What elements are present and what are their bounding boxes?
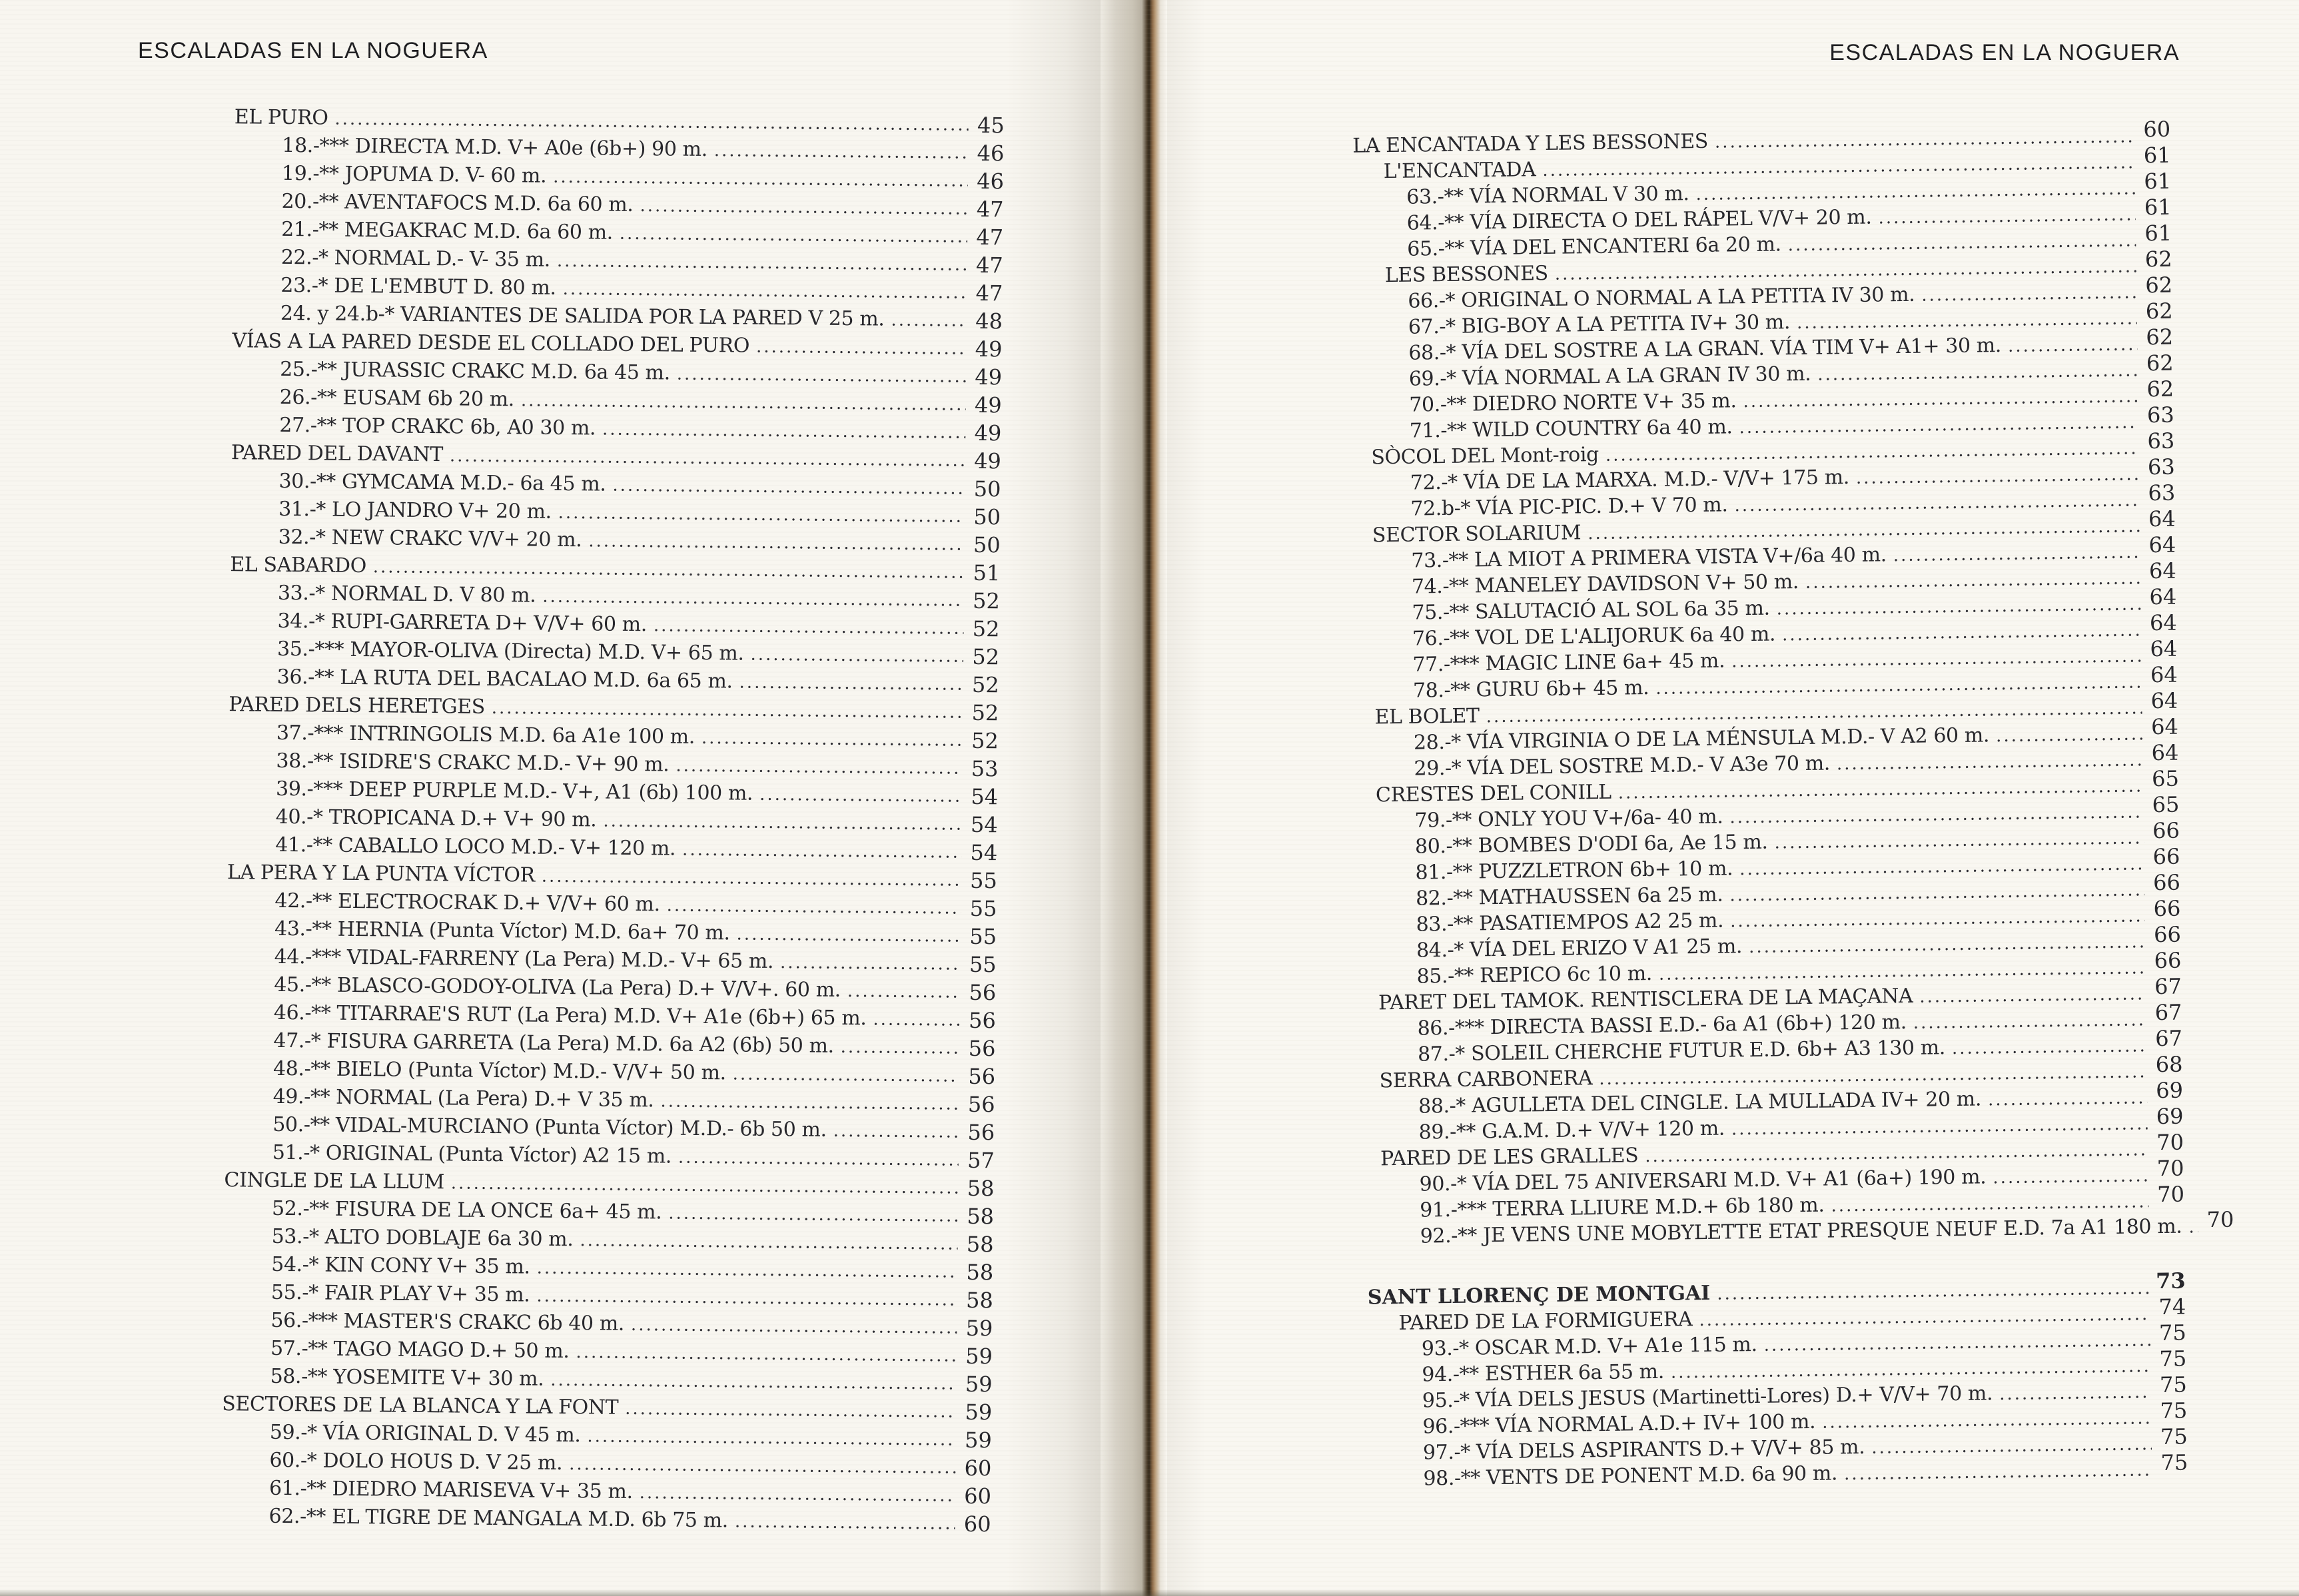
dot-leader: [536, 1286, 957, 1310]
toc-entry-label: 69.-* VÍA NORMAL A LA GRAN IV 30 m.: [1408, 362, 1811, 391]
dot-leader: [1817, 360, 2138, 384]
toc-entry-label: 70.-** DIEDRO NORTE V+ 35 m.: [1409, 389, 1737, 417]
dot-leader: [676, 756, 962, 779]
dot-leader: [873, 1009, 960, 1030]
toc-entry-label: 37.-*** INTRINGOLIS M.D. 6a A1e 100 m.: [276, 721, 695, 749]
toc-entry-label: 23.-* DE L'EMBUT D. 80 m.: [280, 273, 556, 300]
toc-page-number: 64: [2148, 558, 2176, 584]
toc-entry-label: 21.-** MEGAKRAC M.D. 6a 60 m.: [281, 217, 614, 244]
toc-page-number: 56: [968, 1007, 997, 1034]
toc-page-number: 48: [975, 308, 1003, 334]
toc-entry-label: LA ENCANTADA Y LES BESSONES: [1352, 129, 1709, 158]
toc-page-number: 52: [972, 588, 1001, 614]
toc-entry-label: 46.-** TITARRAE'S RUT (La Pera) M.D. V+ A1e (6b+) 65 m.: [273, 1000, 867, 1030]
dot-leader: [750, 645, 963, 667]
toc-entry-label: EL PURO: [234, 105, 328, 130]
dot-leader: [1988, 1088, 2147, 1110]
toc-page-number: 46: [977, 140, 1005, 167]
toc-page-number: 61: [2144, 220, 2172, 246]
toc-page-number: 70: [2156, 1129, 2184, 1156]
right-running-header: ESCALADAS EN LA NOGUERA: [1829, 40, 2180, 65]
dot-leader: [682, 840, 961, 863]
toc-page-number: 60: [963, 1511, 991, 1537]
toc-entry-label: 25.-** JURASSIC CRAKC M.D. 6a 45 m.: [280, 357, 670, 385]
toc-entry-label: PARED DEL DAVANT: [230, 441, 444, 467]
toc-entry-label: 48.-** BIELO (Punta Víctor) M.D.- V/V+ 50 m.: [272, 1056, 726, 1085]
toc-entry-label: 28.-* VÍA VIRGINIA O DE LA MÉNSULA M.D.- V A2 60 m.: [1413, 723, 1990, 755]
toc-entry-label: 96.-*** VÍA NORMAL A.D.+ IV+ 100 m.: [1422, 1409, 1816, 1439]
toc-page-number: 64: [2148, 506, 2176, 532]
toc-page-number: 45: [977, 112, 1005, 139]
toc-page-number: 56: [967, 1119, 995, 1146]
toc-page-number: 55: [969, 895, 997, 922]
toc-entry-label: CINGLE DE LA LLUM: [224, 1168, 445, 1194]
dot-leader: [2188, 1217, 2198, 1237]
dot-leader: [492, 698, 963, 723]
dot-leader: [562, 279, 967, 303]
dot-leader: [602, 420, 965, 443]
left-running-header: ESCALADAS EN LA NOGUERA: [138, 38, 488, 63]
toc-entry-label: 79.-** ONLY YOU V+/6a- 40 m.: [1414, 805, 1723, 833]
toc-page-number: 64: [2149, 584, 2177, 610]
toc-entry-label: CRESTES DEL CONILL: [1375, 780, 1611, 807]
toc-entry-label: 80.-** BOMBES D'ODI 6a, Ae 15 m.: [1414, 830, 1768, 859]
toc-entry-label: 35.-*** MAYOR-OLIVA (Directa) M.D. V+ 65 m.: [276, 637, 744, 665]
toc-entry-label: 87.-* SOLEIL CHERCHE FUTUR E.D. 6b+ A3 130 m.: [1417, 1036, 1946, 1066]
toc-entry-label: 36.-** LA RUTA DEL BACALAO M.D. 6a 65 m.: [276, 665, 733, 693]
dot-leader: [640, 196, 967, 219]
toc-page-number: 63: [2147, 428, 2175, 454]
dot-leader: [1837, 750, 2143, 774]
toc-entry-label: 49.-** NORMAL (La Pera) D.+ V 35 m.: [272, 1084, 654, 1112]
dot-leader: [1805, 568, 2140, 593]
dot-leader: [1856, 464, 2139, 488]
toc-page-number: 47: [976, 224, 1004, 250]
toc-page-number: 49: [974, 420, 1002, 446]
toc-page-number: 70: [2156, 1155, 2184, 1182]
toc-page-number: 66: [2152, 869, 2181, 896]
toc-page-number: 52: [971, 671, 999, 698]
toc-page-number: 52: [971, 727, 999, 754]
toc-page-number: 49: [975, 364, 1003, 390]
toc-page-number: 52: [972, 643, 1000, 670]
dot-leader: [1913, 1010, 2146, 1033]
dot-leader: [1776, 594, 2140, 619]
dot-leader: [1993, 1166, 2148, 1188]
dot-leader: [558, 503, 965, 527]
toc-entry-label: 27.-** TOP CRAKC 6b, A0 30 m.: [279, 413, 596, 440]
toc-page-number: 62: [2146, 376, 2174, 402]
toc-entry-label: 86.-*** DIRECTA BASSI E.D.- 6a A1 (6b+) 120 m.: [1417, 1010, 1907, 1040]
toc-entry-label: 75.-** SALUTACIÓ AL SOL 6a 35 m.: [1412, 596, 1770, 625]
toc-page-number: 58: [967, 1203, 995, 1230]
dot-leader: [576, 1342, 957, 1366]
dot-leader: [1743, 386, 2138, 412]
toc-entry-label: 29.-* VÍA DEL SOSTRE M.D.- V A3e 70 m.: [1414, 751, 1831, 781]
dot-leader: [736, 925, 961, 947]
toc-page-number: 60: [964, 1455, 992, 1481]
dot-leader: [1774, 828, 2144, 853]
toc-page-number: 64: [2150, 687, 2178, 714]
toc-page-number: 53: [971, 755, 999, 782]
dot-leader: [1749, 932, 2145, 957]
toc-entry-label: SECTOR SOLARIUM: [1372, 521, 1582, 548]
toc-entry-label: 68.-* VÍA DEL SOSTRE A LA GRAN. VÍA TIM V+ A1+ 30 m.: [1408, 334, 2002, 365]
toc-entry-label: 77.-*** MAGIC LINE 6a+ 45 m.: [1412, 649, 1725, 677]
toc-entry-label: 19.-** JOPUMA D. V- 60 m.: [281, 161, 547, 188]
book-spine: [1101, 0, 1167, 1596]
dot-leader: [780, 953, 961, 975]
toc-entry-label: SÒCOL DEL Mont-roig: [1371, 442, 1600, 470]
dot-leader: [733, 1064, 960, 1086]
toc-page-number: 75: [2159, 1346, 2187, 1372]
toc-entry-label: 18.-*** DIRECTA M.D. V+ A0e (6b+) 90 m.: [282, 133, 707, 162]
toc-entry-label: SERRA CARBONERA: [1379, 1066, 1593, 1093]
dot-leader: [667, 895, 961, 918]
toc-entry-label: 44.-*** VIDAL-FARRENY (La Pera) M.D.- V+ 65 m.: [274, 945, 774, 974]
toc-entry-label: 34.-* RUPI-GARRETA D+ V/V+ 60 m.: [277, 609, 648, 637]
toc-entry-label: 84.-* VÍA DEL ERIZO V A1 25 m.: [1416, 935, 1743, 963]
dot-leader: [833, 1121, 959, 1142]
toc-page-number: 75: [2158, 1320, 2186, 1346]
toc-entry-label: PARED DE LA FORMIGUERA: [1398, 1308, 1693, 1336]
toc-entry-label: 89.-** G.A.M. D.+ V/V+ 120 m.: [1418, 1116, 1725, 1144]
toc-page-number: 49: [975, 336, 1003, 362]
dot-leader: [603, 811, 962, 835]
dot-leader: [1919, 984, 2146, 1006]
toc-page-number: 66: [2153, 895, 2181, 922]
toc-entry-label: 20.-** AVENTAFOCS M.D. 6a 60 m.: [281, 189, 634, 216]
toc-entry-label: 54.-* KIN CONY V+ 35 m.: [271, 1252, 530, 1279]
toc-page-number: 65: [2151, 765, 2180, 792]
toc-entry-label: 45.-** BLASCO-GODOY-OLIVA (La Pera) D.+ V/V+. 60 m.: [274, 973, 841, 1002]
dot-leader: [521, 390, 966, 414]
toc-entry-label: SECTORES DE LA BLANCA Y LA FONT: [222, 1392, 619, 1419]
dot-leader: [550, 1370, 957, 1394]
toc-entry-label: VÍAS A LA PARED DESDE EL COLLADO DEL PURO: [232, 329, 750, 358]
toc-page-number: 68: [2155, 1051, 2183, 1078]
toc-page-number: 67: [2154, 1025, 2183, 1052]
toc-entry-label: 85.-** REPICO 6c 10 m.: [1416, 961, 1653, 989]
toc-entry-label: 26.-** EUSAM 6b 20 m.: [279, 385, 515, 412]
toc-page-number: 75: [2160, 1449, 2188, 1476]
toc-page-number: 61: [2144, 168, 2172, 195]
toc-entry-label: 66.-* ORIGINAL O NORMAL A LA PETITA IV 30 m.: [1408, 282, 1915, 313]
toc-page-number: 75: [2159, 1372, 2187, 1398]
toc-page-number: 64: [2150, 713, 2179, 740]
dot-leader: [677, 364, 967, 387]
left-table-of-contents: [206, 103, 1005, 1537]
dot-leader: [587, 1426, 956, 1449]
toc-entry-label: 42.-** ELECTROCRAK D.+ V/V+ 60 m.: [274, 889, 660, 917]
toc-page-number: 63: [2147, 454, 2175, 480]
dot-leader: [625, 1399, 956, 1422]
toc-entry-label: 47.-* FISURA GARRETA (La Pera) M.D. 6a A2 (6b) 50 m.: [273, 1028, 834, 1058]
dot-leader: [1893, 542, 2140, 566]
dot-leader: [1831, 1192, 2148, 1216]
dot-leader: [1797, 308, 2137, 333]
toc-entry-label: 78.-** GURU 6b+ 45 m.: [1412, 676, 1649, 703]
toc-entry-label: 81.-** PUZZLETRON 6b+ 10 m.: [1415, 857, 1733, 885]
toc-entry-label: 95.-* VÍA DELS JESUS (Martinetti-Lores) D.+ V/V+ 70 m.: [1422, 1382, 1993, 1413]
dot-leader: [847, 981, 961, 1002]
toc-entry-label: SANT LLORENÇ DE MONTGAI: [1367, 1281, 1711, 1310]
dot-leader: [1952, 1036, 2147, 1058]
toc-entry-label: 91.-*** TERRA LLIURE M.D.+ 6b 180 m.: [1419, 1193, 1825, 1222]
toc-page-number: 64: [2150, 661, 2178, 688]
toc-entry-label: 67.-* BIG-BOY A LA PETITA IV+ 30 m.: [1408, 310, 1791, 339]
toc-page-number: 59: [965, 1343, 993, 1370]
toc-page-number: 58: [965, 1287, 993, 1314]
toc-entry-label: 38.-** ISIDRE'S CRAKC M.D.- V+ 90 m.: [276, 749, 670, 777]
toc-page-number: 64: [2151, 739, 2179, 766]
toc-page-number: 55: [969, 923, 997, 950]
toc-page-number: 62: [2145, 272, 2173, 298]
dot-leader: [1878, 204, 2136, 228]
dot-leader: [373, 557, 965, 583]
toc-entry-label: PARED DE LES GRALLES: [1380, 1144, 1639, 1171]
dot-leader: [553, 167, 968, 191]
toc-page-number: 50: [973, 504, 1001, 530]
dot-leader: [1921, 282, 2136, 305]
toc-entry-label: 88.-* AGULLETA DEL CINGLE. LA MULLADA IV+ 20 m.: [1418, 1087, 1982, 1118]
dot-leader: [756, 337, 967, 359]
dot-leader: [620, 224, 968, 247]
dot-leader: [1822, 1408, 2152, 1432]
toc-entry-label: 98.-** VENTS DE PONENT M.D. 6a 90 m.: [1423, 1461, 1838, 1491]
dot-leader: [1763, 1330, 2150, 1356]
toc-entry-label: 93.-* OSCAR M.D. V+ A1e 115 m.: [1421, 1332, 1757, 1361]
toc-page-number: 58: [966, 1259, 994, 1286]
toc-entry-label: 62.-** EL TIGRE DE MANGALA M.D. 6b 75 m.: [268, 1504, 729, 1533]
toc-entry-label: 97.-* VÍA DELS ASPIRANTS D.+ V/V+ 85 m.: [1422, 1435, 1865, 1465]
toc-page-number: 56: [969, 979, 997, 1006]
toc-page-number: 62: [2145, 298, 2173, 324]
dot-leader: [735, 1512, 955, 1534]
toc-entry-label: 24. y 24.b-* VARIANTES DE SALIDA POR LA PARED V 25 m.: [280, 301, 885, 331]
right-table-of-contents: [1340, 116, 2234, 1492]
toc-page-number: 66: [2154, 947, 2182, 974]
toc-page-number: 64: [2149, 609, 2177, 636]
toc-page-number: 50: [973, 532, 1001, 558]
dot-leader: [739, 673, 963, 695]
dot-leader: [569, 1454, 955, 1478]
dot-leader: [678, 1148, 959, 1170]
toc-page-number: 65: [2152, 791, 2180, 818]
toc-entry-label: 55.-* FAIR PLAY V+ 35 m.: [270, 1280, 530, 1307]
toc-entry-label: 50.-** VIDAL-MURCIANO (Punta Víctor) M.D.- 6b 50 m.: [272, 1112, 827, 1142]
scan-bottom-edge: [0, 1589, 2299, 1596]
toc-page-number: 69: [2156, 1103, 2184, 1130]
toc-page-number: 59: [965, 1315, 993, 1342]
dot-leader: [542, 587, 964, 611]
dot-leader: [580, 1230, 957, 1254]
dot-leader: [334, 109, 969, 135]
dot-leader: [588, 531, 965, 554]
dot-leader: [759, 785, 962, 807]
dot-leader: [1739, 412, 2138, 438]
toc-page-number: 59: [965, 1371, 993, 1397]
toc-entry-label: 73.-** LA MIOT A PRIMERA VISTA V+/6a 40 m.: [1411, 543, 1887, 573]
toc-page-number: 49: [973, 448, 1002, 474]
toc-entry-label: 58.-** YOSEMITE V+ 30 m.: [270, 1364, 544, 1391]
toc-entry-label: 41.-** CABALLO LOCO M.D.- V+ 120 m.: [275, 833, 676, 861]
toc-entry-label: 57.-** TAGO MAGO D.+ 50 m.: [270, 1336, 570, 1364]
toc-page-number: 59: [964, 1427, 992, 1453]
toc-entry-label: LES BESSONES: [1384, 261, 1548, 288]
toc-entry-label: 32.-* NEW CRAKC V/V+ 20 m.: [278, 525, 582, 552]
toc-page-number: 64: [2150, 635, 2178, 662]
toc-page-number: 60: [964, 1483, 992, 1509]
dot-leader: [450, 446, 965, 470]
toc-page-number: 52: [972, 615, 1000, 642]
toc-entry-label: EL BOLET: [1374, 704, 1480, 729]
toc-entry-label: PARET DEL TAMOK. RENTISCLERA DE LA MAÇANA: [1378, 984, 1913, 1015]
dot-leader: [660, 1091, 959, 1114]
toc-page-number: 56: [968, 1035, 996, 1062]
toc-entry-label: 56.-*** MASTER'S CRAKC 6b 40 m.: [270, 1308, 625, 1336]
dot-leader: [612, 476, 965, 499]
toc-page-number: 55: [969, 951, 997, 978]
toc-entry-label: 83.-** PASATIEMPOS A2 25 m.: [1416, 909, 1724, 937]
dot-leader: [640, 1483, 956, 1506]
dot-leader: [2008, 334, 2138, 356]
toc-page-number: 75: [2160, 1397, 2188, 1424]
toc-page-number: 58: [967, 1175, 995, 1202]
toc-entry-label: PARED DELS HERETGES: [229, 693, 486, 719]
toc-entry-label: L'ENCANTADA: [1383, 158, 1536, 184]
toc-entry-label: 30.-** GYMCAMA M.D.- 6a 45 m.: [278, 469, 606, 496]
toc-entry-label: 40.-* TROPICANA D.+ V+ 90 m.: [275, 805, 597, 832]
toc-entry-label: 82.-** MATHAUSSEN 6a 25 m.: [1415, 883, 1723, 911]
toc-page-number: 54: [970, 839, 998, 866]
toc-page-number: 69: [2155, 1077, 2184, 1104]
toc-page-number: 66: [2153, 921, 2182, 948]
dot-leader: [1996, 724, 2142, 746]
toc-page-number: 50: [973, 476, 1001, 502]
dot-leader: [1871, 1434, 2152, 1458]
dot-leader: [542, 867, 961, 891]
toc-page-number: 73: [2155, 1268, 2186, 1294]
dot-leader: [654, 615, 964, 638]
toc-entry-label: 22.-* NORMAL D.- V- 35 m.: [280, 245, 551, 272]
toc-entry-label: 52.-** FISURA DE LA ONCE 6a+ 45 m.: [271, 1196, 662, 1224]
toc-page-number: 54: [970, 811, 998, 838]
toc-page-number: 63: [2146, 402, 2174, 428]
dot-leader: [668, 1204, 958, 1226]
toc-page-number: 54: [971, 783, 999, 810]
toc-entry-label: 90.-* VÍA DEL 75 ANIVERSARI M.D. V+ A1 (6a+) 190 m.: [1419, 1165, 1987, 1196]
dot-leader: [1782, 620, 2141, 645]
toc-page-number: 70: [2157, 1181, 2185, 1208]
toc-page-number: 59: [965, 1399, 993, 1425]
toc-page-number: 55: [969, 867, 998, 894]
toc-page-number: 67: [2154, 973, 2182, 1000]
toc-page-number: 61: [2144, 194, 2172, 220]
toc-entry-label: 92.-** JE VENS UNE MOBYLETTE ETAT PRESQUE NEUF E.D. 7a A1 180 m.: [1420, 1214, 2182, 1248]
toc-page-number: 58: [966, 1231, 994, 1258]
dot-leader: [536, 1258, 957, 1282]
toc-entry-label: 33.-* NORMAL D. V 80 m.: [277, 581, 536, 607]
toc-page-number: 56: [967, 1091, 995, 1118]
toc-page-number: 75: [2160, 1423, 2188, 1450]
toc-page-number: 64: [2148, 532, 2176, 558]
toc-entry-label: 31.-* LO JANDRO V+ 20 m.: [278, 497, 552, 524]
toc-entry-label: 59.-* VÍA ORIGINAL D. V 45 m.: [269, 1420, 581, 1447]
toc-page-number: 63: [2148, 480, 2176, 506]
dot-leader: [1999, 1382, 2151, 1404]
toc-page-number: 57: [967, 1147, 995, 1174]
toc-page-number: 46: [977, 168, 1005, 195]
toc-page-number: 74: [2158, 1294, 2186, 1320]
toc-entry-label: 39.-*** DEEP PURPLE M.D.- V+, A1 (6b) 100 m.: [275, 777, 753, 805]
toc-entry-label: 43.-** HERNIA (Punta Víctor) M.D. 6a+ 70 m.: [274, 917, 730, 945]
toc-page-number: 70: [2206, 1206, 2234, 1233]
toc-entry-label: 76.-** VOL DE L'ALIJORUK 6a 40 m.: [1412, 622, 1776, 651]
toc-page-number: 67: [2154, 999, 2182, 1026]
toc-page-number: 60: [2143, 116, 2171, 143]
toc-page-number: 52: [971, 699, 999, 726]
dot-leader: [841, 1037, 960, 1058]
toc-page-number: 47: [975, 280, 1003, 306]
toc-page-number: 61: [2143, 142, 2171, 169]
dot-leader: [701, 728, 963, 751]
toc-page-number: 62: [2146, 350, 2174, 376]
toc-page-number: 49: [974, 392, 1002, 418]
toc-entry-label: LA PERA Y LA PUNTA VÍCTOR: [227, 861, 535, 887]
dot-leader: [451, 1173, 959, 1198]
toc-entry-label: 72.b-* VÍA PIC-PIC. D.+ V 70 m.: [1410, 493, 1728, 521]
dot-leader: [891, 310, 967, 331]
toc-entry-label: 61.-** DIEDRO MARISEVA V+ 35 m.: [268, 1476, 633, 1504]
dot-leader: [1787, 230, 2136, 255]
dot-leader: [1844, 1460, 2152, 1484]
toc-entry-label: 65.-** VÍA DEL ENCANTERI 6a 20 m.: [1407, 232, 1781, 261]
toc-entry-label: 72.-* VÍA DE LA MARXA. M.D.- V/V+ 175 m.: [1410, 466, 1850, 495]
toc-page-number: 62: [2144, 246, 2172, 272]
toc-entry-label: 51.-* ORIGINAL (Punta Víctor) A2 15 m.: [272, 1140, 672, 1168]
toc-page-number: 47: [976, 196, 1004, 222]
toc-page-number: 66: [2152, 817, 2180, 844]
toc-entry-label: 94.-** ESTHER 6a 55 m.: [1422, 1360, 1665, 1387]
toc-entry-label: 60.-* DOLO HOUS D. V 25 m.: [269, 1448, 563, 1475]
toc-page-number: 56: [968, 1063, 996, 1090]
toc-entry-label: 74.-** MANELEY DAVIDSON V+ 50 m.: [1411, 570, 1799, 599]
toc-entry-label: 63.-** VÍA NORMAL V 30 m.: [1406, 182, 1689, 209]
dot-leader: [714, 141, 969, 163]
toc-page-number: 51: [973, 560, 1001, 586]
toc-page-number: 66: [2152, 843, 2180, 870]
toc-entry-label: 71.-** WILD COUNTRY 6a 40 m.: [1409, 415, 1733, 443]
toc-entry-label: 53.-* ALTO DOBLAJE 6a 30 m.: [271, 1224, 574, 1252]
toc-page-number: 62: [2146, 324, 2174, 350]
dot-leader: [631, 1315, 957, 1338]
toc-entry-label: EL SABARDO: [230, 553, 367, 578]
dot-leader: [557, 251, 967, 275]
toc-entry-label: 64.-** VÍA DIRECTA O DEL RÁPEL V/V+ 20 m.: [1406, 205, 1872, 235]
toc-page-number: 47: [975, 252, 1003, 278]
